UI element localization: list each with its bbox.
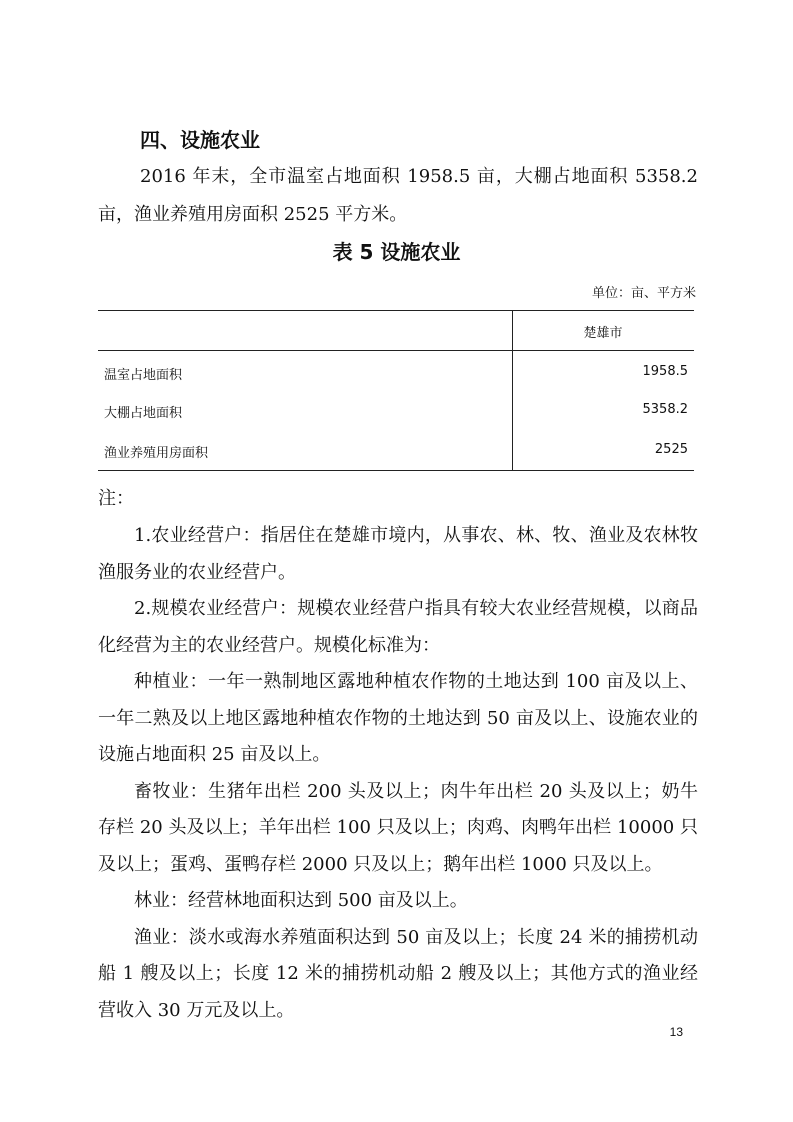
table-title: 表 5 设施农业 [332,240,461,264]
row-value: 2525 [654,442,688,457]
row-label: 温室占地面积 [104,368,183,383]
note-item: 1.农业经营户：指居住在楚雄市境内，从事农、林、牧、渔业及农林牧渔服务业的农业经营户。 [98,525,698,583]
data-table [98,310,694,470]
row-label: 大棚占地面积 [104,406,183,421]
notes-list [98,518,698,1029]
note-item: 渔业：淡水或海水养殖面积达到 50 亩及以上；长度 24 米的捕捞机动船 1 艘及以上；长度 12 米的捕捞机动船 2 艘及以上；其他方式的渔业经营收入 30 万元及以上。 [98,926,698,1021]
note-item: 林业：经营林地面积达到 500 亩及以上。 [134,890,468,911]
section-heading: 四、设施农业 [140,128,260,152]
table-column-header: 楚雄市 [583,326,623,341]
section-paragraph: 2016 年末，全市温室占地面积 1958.5 亩，大棚占地面积 5358.2 亩，渔业养殖用房面积 2525 平方米。 [98,166,698,225]
row-value: 1958.5 [642,364,688,379]
page-number: 13 [669,1025,683,1039]
notes-label: 注： [98,488,134,509]
table-row [98,398,694,424]
note-item: 2.规模农业经营户：规模农业经营户指具有较大农业经营规模，以商品化经营为主的农业经营户。规模化标准为： [98,598,698,656]
row-value: 5358.2 [642,402,688,417]
table-row [98,438,694,464]
row-label: 渔业养殖用房面积 [104,446,209,461]
note-item: 畜牧业：生猪年出栏 200 头及以上；肉牛年出栏 20 头及以上；奶牛存栏 20 头及以上；羊年出栏 100 只及以上；肉鸡、肉鸭年出栏 10000 只及以上；蛋鸡、蛋鸭存栏 2000 只及以上；鹅年出栏 1000 只及以上。 [98,780,698,875]
table-bottom-rule [98,470,694,471]
table-row [98,360,694,386]
table-unit: 单位：亩、平方米 [591,286,696,301]
note-item: 种植业：一年一熟制地区露地种植农作物的土地达到 100 亩及以上、一年二熟及以上地区露地种植农作物的土地达到 50 亩及以上、设施农业的设施占地面积 25 亩及以上。 [98,671,698,765]
table-header-rule [98,350,694,351]
table-top-rule [98,310,694,311]
